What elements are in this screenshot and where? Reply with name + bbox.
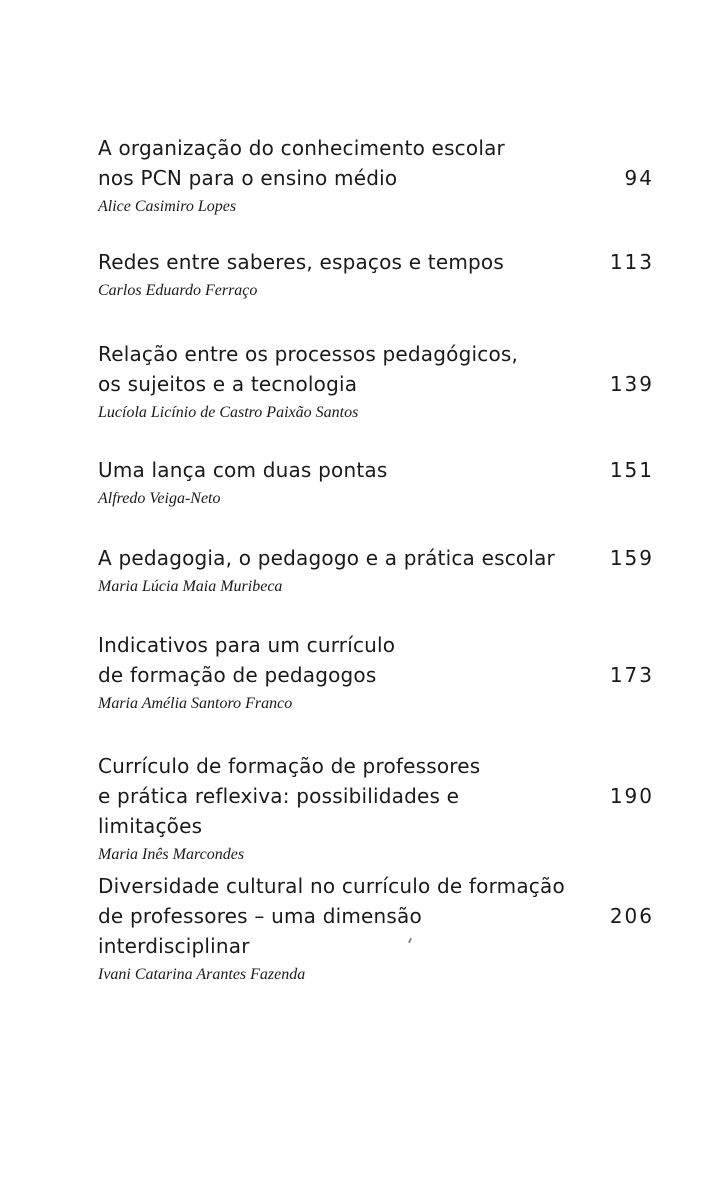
chapter-author: Carlos Eduardo Ferraço <box>98 282 258 299</box>
toc-entry <box>98 751 658 867</box>
chapter-title: Indicativos para um currículo de formação de pedagogos <box>98 633 396 687</box>
chapter-title: Currículo de formação de professores e prática reflexiva: possibilidades e limitações <box>98 754 481 838</box>
chapter-title: Uma lança com duas pontas <box>98 458 388 482</box>
chapter-author: Maria Inês Marcondes <box>98 846 245 863</box>
toc-entry <box>98 455 658 511</box>
chapter-title: Relação entre os processos pedagógicos, os sujeitos e a tecnologia <box>98 342 519 396</box>
chapter-author: Ivani Catarina Arantes Fazenda <box>98 966 306 983</box>
chapter-page-number: 94 <box>624 166 654 190</box>
toc-entry <box>98 543 658 599</box>
chapter-page-number: 159 <box>609 546 654 570</box>
chapter-page-number: 206 <box>609 904 654 928</box>
chapter-page-number: 151 <box>609 458 654 482</box>
toc-entry <box>98 630 658 716</box>
chapter-page-number: 190 <box>609 784 654 808</box>
chapter-author: Lucíola Licínio de Castro Paixão Santos <box>98 404 359 421</box>
chapter-author: Maria Lúcia Maia Muribeca <box>98 578 283 595</box>
chapter-title: A pedagogia, o pedagogo e a prática escolar <box>98 546 555 570</box>
chapter-author: Maria Amélia Santoro Franco <box>98 695 293 712</box>
chapter-title: Redes entre saberes, espaços e tempos <box>98 250 504 274</box>
toc-entry <box>98 339 658 425</box>
chapter-page-number: 113 <box>609 250 654 274</box>
chapter-title: A organização do conhecimento escolar nos PCN para o ensino médio <box>98 136 505 190</box>
chapter-author: Alfredo Veiga-Neto <box>98 490 221 507</box>
chapter-page-number: 139 <box>609 372 654 396</box>
chapter-author: Alice Casimiro Lopes <box>98 198 237 215</box>
toc-entry <box>98 247 658 303</box>
chapter-page-number: 173 <box>609 663 654 687</box>
toc-entry <box>98 871 658 987</box>
chapter-title: Diversidade cultural no currículo de formação de professores – uma dimensão interdisciplinar <box>98 874 565 958</box>
toc-entry <box>98 133 658 219</box>
